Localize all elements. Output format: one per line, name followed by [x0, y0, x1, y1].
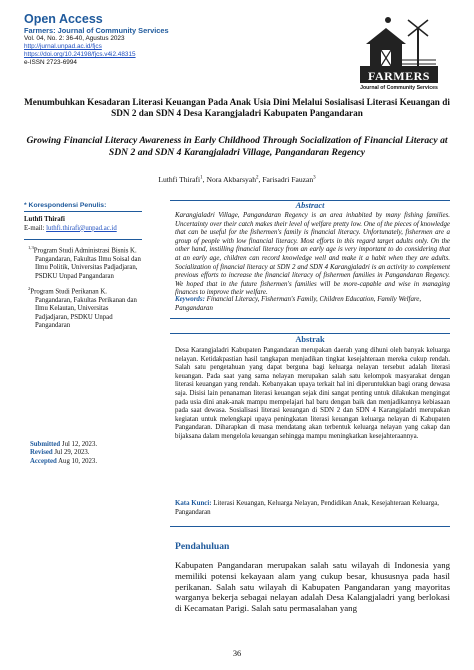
journal-header — [24, 12, 314, 67]
correspondence-heading: * Korespondensi Penulis: — [24, 202, 107, 209]
kata-kunci-values: Literasi Keuangan, Keluarga Nelayan, Pendidikan Anak, Kesejahteraan Keluarga, Pangandaran — [175, 500, 440, 516]
volume-info: Vol. 04, No. 2: 36-40, Agustus 2023 — [24, 35, 125, 42]
author-list: Luthfi Thirafi$^1$, Nora Akbarsyah$^2$, Farisadri Fauzan$^3$ — [158, 175, 316, 184]
author-name: Nora Akbarsyah — [206, 175, 257, 184]
abstrak-heading: Abstrak — [295, 335, 325, 344]
title-indonesian: Menumbuhkan Kesadaran Literasi Keuangan Pada Anak Usia Dini Melalui Sosialisasi Literasi Keuangan di SDN 2 dan SDN 4 Desa Karangjaladri Kabupaten Pangandaran — [24, 97, 450, 118]
logo-wordmark: FARMERS — [360, 69, 438, 83]
section-heading-pendahuluan: Pendahuluan — [175, 541, 230, 552]
open-access-label: Open Access — [24, 12, 103, 26]
abstract-header — [170, 200, 450, 210]
email-line — [24, 225, 142, 234]
divider — [170, 333, 450, 334]
submission-dates — [30, 441, 142, 466]
keywords-values: Financial Literacy, Fisherman's Family, Children Education, Family Welfare, Pangandaran — [175, 296, 422, 312]
title-english: Growing Financial Literacy Awareness in Early Childhood Through Socialization of Financial Literacy at SDN 2 and SDN 4 Karangjaladri Village, Pangandaran Regency — [26, 135, 448, 158]
submitted-date: Submitted Jul 12, 2023. — [30, 441, 98, 448]
doi-link[interactable]: https://doi.org/10.24198/fjcs.v4i2.48315 — [24, 51, 136, 58]
logo-subtitle: Journal of Community Services — [360, 85, 438, 91]
issn: e-ISSN 2723-6994 — [24, 59, 77, 66]
journal-url-link[interactable]: http://jurnal.unpad.ac.id/fjcs — [24, 43, 102, 50]
accepted-date: Accepted Aug 10, 2023. — [30, 457, 98, 465]
corresponding-author-name: Luthfi Thirafi — [24, 216, 65, 223]
author-name: Farisadri Fauzan — [262, 175, 314, 184]
abstrak-header — [170, 333, 450, 344]
divider — [170, 318, 450, 319]
farmers-logo — [360, 14, 438, 98]
affiliation-2: $^2$Program Studi Perikanan K. Pangandaran, Fakultas Perikanan dan Ilmu Kelautan, Universitas Padjadjaran, PSDKU Unpad Pangandaran — [28, 286, 137, 329]
abstract-text: Karangjaladri Village, Pangandaran Regency is an area inhabited by many fishing families. Uncertainty over their catch makes their level of welfare pretty low. One of the pieces of knowledge that can be useful for the fishermen's family is financial literacy. Unfortunately, fishermen are a group of people with low financial literacy. Most efforts in this regard target adults only. On the other hand, instilling financial literacy from an early age is very important to do considering that at an early age, children can record knowledge well and make it a habit when they are adults. Socialization of financial literacy at SDN 2 and SDN 4 Karangjaladri is an activity to complement previous efforts to increase the financial literacy of fishermen families in Pangandaran Regency. We hoped that in the future fishermen's families will be more-capable and wise in managing finances to improve their welfare. — [175, 212, 450, 297]
email-link[interactable]: luthfi.thirafi@unpad.ac.id — [46, 224, 117, 232]
divider — [24, 211, 142, 212]
keywords-id: Kata Kunci: Literasi Keuangan, Keluarga Nelayan, Pendidikan Anak, Kesejahteraan Keluarga, Pangandaran — [175, 500, 440, 516]
keywords-label: Keywords — [175, 296, 203, 303]
divider — [170, 526, 450, 527]
page-number: 36 — [232, 649, 242, 658]
abstract-heading: Abstract — [295, 201, 325, 210]
author-info-column — [24, 202, 142, 330]
affiliation-1: $^{1,3}$Program Studi Administrasi Bisnis K. Pangandaran, Fakultas Ilmu Soisal dan Ilmu Politik, Universitas Padjadjaran, PSDKU Unpad Pangandaran — [28, 245, 141, 280]
abstrak-text: Desa Karangjaladri Kabupaten Pangandaran merupakan daerah yang dihuni oleh banyak keluarga nelayan. Ketidakpastian hasil tangkapan menjadikan tingkat kesejahteraan mereka cukup rendah. Salah satu pengetahuan yang dapat berguna bagi keluarga nelayan tersebut adalah literasi keuangan. Pada saat yang sama nelayan merupakan salah satu kelompok masyarakat dengan literasi keuangan yang rendah. Kebanyakan upaya terkait hal ini diperuntukkan bagi orang dewasa saja. Disisi lain penanaman literasi keuangan sejak dini sangat penting untuk dilakukan mengingat pada usia dini anak-anak mampu mempelajari hal baru dengan baik dan menjadikannya kebiasaan pada saat dewasa. Sosialisasi literasi keuangan di SDN 2 dan SDN 4 Karangjaladri merupakan kegiatan untuk melengkapi upaya peningkatan literasi keuangan keluarga nelayan di Kabupaten Pangandaran. Diharapkan di masa mendatang akan terbentuk keluarga nelayan yang cakap dan bijaksana dalam mengelola keuangan sehingga mampu meningkatkan kesejahteraannya. — [175, 347, 450, 440]
divider — [24, 239, 142, 240]
revised-date: Revised Jul 29, 2023. — [30, 449, 90, 457]
intro-paragraph: Kabupaten Pangandaran merupakan salah satu wilayah di Indonesia yang memiliki potensi kekayaan alam yang cukup besar, khususnya pada hasil perikanan. Salah satu wilayah di Kabupaten Pangandaran yang mayoritas warganya bekerja sebagai nelayan adalah Desa Kalangjaladri yang berlokasi di Kecamatan Parigi. Salah satu permasalahan yang — [175, 560, 450, 614]
email-label: E-mail: — [24, 224, 47, 232]
keywords-en: Keywords: Financial Literacy, Fisherman's Family, Children Education, Family Welfare, Pangandaran — [175, 296, 422, 312]
kata-kunci-label: Kata Kunci — [175, 500, 210, 507]
author-name: Luthfi Thirafi — [158, 175, 201, 184]
journal-name: Farmers: Journal of Community Services — [24, 26, 169, 35]
